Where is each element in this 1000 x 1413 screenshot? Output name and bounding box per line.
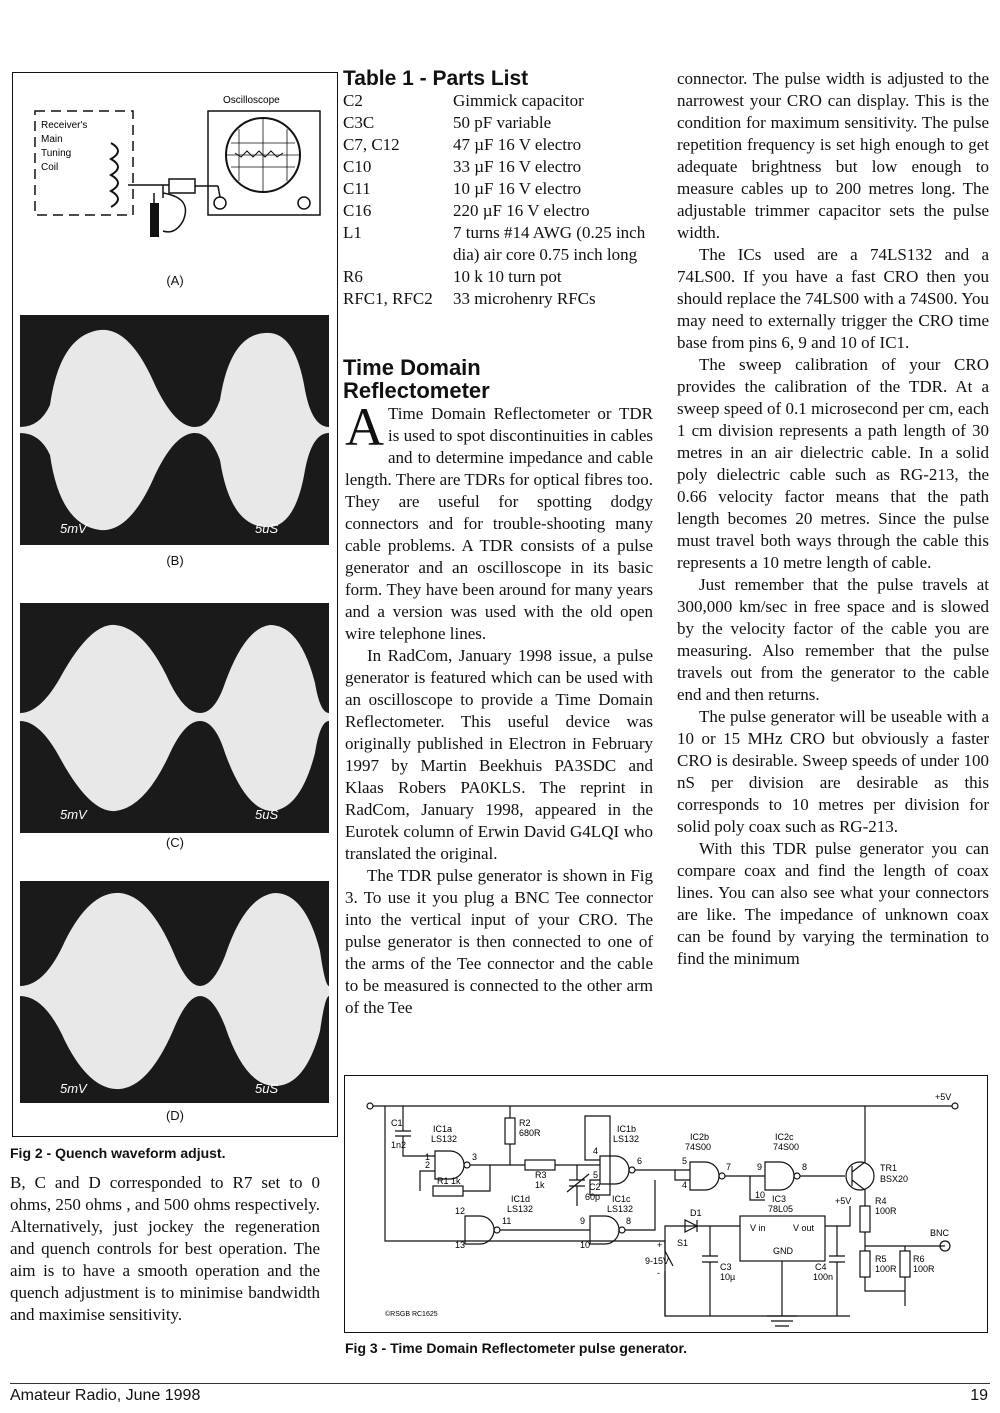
coil-label-line-3: Tuning bbox=[41, 148, 72, 159]
copyright-mark: ©RSGB RC1625 bbox=[385, 1311, 438, 1318]
svg-text:IC1b: IC1b bbox=[617, 1124, 637, 1134]
footer-rule bbox=[10, 1383, 990, 1384]
svg-text:GND: GND bbox=[773, 1246, 793, 1256]
reading-b-right: 5uS bbox=[255, 521, 279, 536]
waveform-d bbox=[20, 893, 329, 1089]
svg-text:R4: R4 bbox=[875, 1196, 887, 1206]
svg-text:100R: 100R bbox=[913, 1264, 935, 1274]
waveform-c bbox=[20, 625, 329, 811]
svg-text:5: 5 bbox=[682, 1156, 688, 1166]
svg-text:IC1d: IC1d bbox=[511, 1194, 531, 1204]
panel-a-label: (A) bbox=[166, 273, 184, 288]
svg-text:C1: C1 bbox=[391, 1118, 403, 1128]
parts-list-title: Table 1 - Parts List bbox=[343, 67, 529, 90]
coil-label-line-4: Coil bbox=[41, 162, 59, 173]
svg-text:BSX20: BSX20 bbox=[880, 1174, 909, 1184]
parts-row: C3C 50 pF variable bbox=[343, 113, 552, 132]
reading-d-left: 5mV bbox=[60, 1081, 87, 1096]
svg-text:5: 5 bbox=[593, 1170, 599, 1180]
parts-row: C7, C12 47 µF 16 V electro bbox=[343, 135, 582, 154]
svg-text:BNC: BNC bbox=[930, 1228, 950, 1238]
svg-text:7: 7 bbox=[726, 1162, 732, 1172]
svg-text:C2: C2 bbox=[589, 1182, 601, 1192]
svg-text:IC3: IC3 bbox=[772, 1194, 787, 1204]
parts-row: R6 10 k 10 turn pot bbox=[343, 267, 562, 286]
panel-d-label: (D) bbox=[165, 1108, 185, 1123]
parts-row: C10 33 µF 16 V electro bbox=[343, 157, 582, 176]
figure-3-frame bbox=[344, 1075, 988, 1333]
svg-text:6: 6 bbox=[637, 1156, 643, 1166]
svg-text:R1 1k: R1 1k bbox=[437, 1176, 461, 1186]
reading-d-right: 5uS bbox=[255, 1081, 279, 1096]
circuit-schematic bbox=[345, 1076, 986, 1331]
parts-row: C11 10 µF 16 V electro bbox=[343, 179, 582, 198]
svg-text:D1: D1 bbox=[690, 1208, 702, 1218]
svg-text:8: 8 bbox=[626, 1216, 632, 1226]
article-paragraph-5: The ICs used are a 74LS132 and a 74LS00. If you have a fast CRO then you should replace the 74LS00 with a 74S00. You may need to externally trigger the CRO time base from pins 6, 9 and 10 of IC1. bbox=[677, 245, 989, 352]
article-paragraph-2: In RadCom, January 1998 issue, a pulse generator is featured which can be used with an oscilloscope to provide a Time Domain Reflectometer. This useful device was originally published in Electron in February 1997 by Martin Beekhuis PA3SDC and Klaas Robers PA0KLS. The reprint in RadCom, January 1998, appeared in the Eurotek column of Erwin David G4LQI who translated the original. bbox=[345, 646, 653, 863]
panel-b-label: (B) bbox=[166, 553, 184, 568]
svg-text:3: 3 bbox=[472, 1152, 478, 1162]
scope-photo-d bbox=[20, 881, 329, 1103]
probe-icon bbox=[150, 203, 159, 237]
svg-text:C4: C4 bbox=[815, 1262, 827, 1272]
svg-text:IC1c: IC1c bbox=[612, 1194, 631, 1204]
svg-text:60p: 60p bbox=[585, 1192, 601, 1202]
parts-row: C16 220 µF 16 V electro bbox=[343, 201, 590, 220]
article-paragraph-1: A Time Domain Reflectometer or TDR is used to spot discontinuities in cables and to determine impedance and cable length. There are TDRs for optical fibres too. They are useful for spotting dodgy connectors and for trouble-shooting many cable problems. A TDR consists of a pulse generator and an oscilloscope in its basic form. They have been around for many years and a version was used with the old open wire telephone lines. bbox=[345, 397, 653, 643]
svg-text:78L05: 78L05 bbox=[768, 1204, 794, 1214]
article-heading: Time Domain Reflectometer bbox=[343, 355, 490, 403]
footer-publication: Amateur Radio, June 1998 bbox=[10, 1387, 201, 1404]
svg-text:TR1: TR1 bbox=[880, 1163, 898, 1173]
article-body-col3 bbox=[677, 68, 989, 970]
svg-text:R2: R2 bbox=[519, 1118, 531, 1128]
svg-text:R5: R5 bbox=[875, 1254, 887, 1264]
svg-text:1k: 1k bbox=[535, 1180, 545, 1190]
svg-text:+: + bbox=[657, 1240, 663, 1250]
coil-label-line-2: Main bbox=[41, 134, 63, 145]
reading-b-left: 5mV bbox=[60, 521, 87, 536]
drop-cap: A bbox=[345, 397, 384, 457]
parts-list-table bbox=[343, 68, 655, 310]
svg-text:4: 4 bbox=[593, 1146, 599, 1156]
fig3-caption: Fig 3 - Time Domain Reflectometer pulse generator. bbox=[345, 1340, 688, 1356]
svg-text:11: 11 bbox=[502, 1216, 512, 1226]
svg-text:V out: V out bbox=[793, 1223, 815, 1233]
oscilloscope-label: Oscilloscope bbox=[223, 95, 280, 106]
footer-page-number: 19 bbox=[970, 1387, 988, 1404]
svg-text:4: 4 bbox=[682, 1180, 688, 1190]
svg-text:9: 9 bbox=[580, 1216, 586, 1226]
svg-text:9-15V: 9-15V bbox=[645, 1256, 670, 1266]
scope-photo-c bbox=[20, 603, 329, 833]
fig2-caption: Fig 2 - Quench waveform adjust. bbox=[10, 1145, 226, 1161]
svg-text:IC2c: IC2c bbox=[775, 1132, 794, 1142]
figure-2-frame bbox=[12, 72, 338, 1137]
svg-text:LS132: LS132 bbox=[607, 1204, 634, 1214]
fig2-body-text: B, C and D corresponded to R7 set to 0 ohms, 250 ohms , and 500 ohms respectively. Alternatively, just jockey the regeneration and quench controls for best operation. The aim is to have a smooth operation and the quench adjustment is to minimise bandwidth and maximise sensitivity. bbox=[10, 1173, 320, 1324]
scope-photo-b bbox=[20, 315, 329, 545]
article-heading-wrap bbox=[343, 356, 513, 402]
article-paragraph-9: With this TDR pulse generator you can compare coax and find the length of coax lines. You can also see what your connectors are like. The impedance of unknown coax can be found by varying the termination to find the minimum bbox=[677, 839, 989, 968]
svg-text:10µ: 10µ bbox=[720, 1272, 736, 1282]
svg-text:LS132: LS132 bbox=[613, 1134, 640, 1144]
article-paragraph-3: The TDR pulse generator is shown in Fig 3. To use it you plug a BNC Tee connector into the vertical input of your CRO. The pulse generator is then connected to one of the arms of the Tee connector and the cable to be measured is connected to the other arm of the Tee bbox=[345, 866, 653, 1017]
reading-c-right: 5uS bbox=[255, 807, 279, 822]
svg-text:LS132: LS132 bbox=[507, 1204, 534, 1214]
svg-text:1: 1 bbox=[425, 1152, 431, 1162]
waveform-b bbox=[20, 330, 329, 530]
svg-text:-: - bbox=[657, 1268, 660, 1278]
svg-text:74S00: 74S00 bbox=[685, 1142, 712, 1152]
article-paragraph-7: Just remember that the pulse travels at 300,000 km/sec in free space and is slowed by the velocity factor of the cable you are measuring. Also remember that the pulse travels out from the generator to the cable end and then returns. bbox=[677, 575, 989, 704]
svg-text:R6: R6 bbox=[913, 1254, 925, 1264]
svg-text:R3: R3 bbox=[535, 1170, 547, 1180]
svg-text:100R: 100R bbox=[875, 1264, 897, 1274]
svg-text:+5V: +5V bbox=[835, 1196, 852, 1206]
svg-text:2: 2 bbox=[425, 1160, 431, 1170]
svg-text:IC2b: IC2b bbox=[690, 1132, 710, 1142]
svg-text:C3: C3 bbox=[720, 1262, 732, 1272]
svg-text:9: 9 bbox=[757, 1162, 763, 1172]
label-supply: +5V bbox=[935, 1092, 952, 1102]
svg-text:1n2: 1n2 bbox=[391, 1140, 407, 1150]
article-body-col2 bbox=[345, 397, 653, 1019]
reading-c-left: 5mV bbox=[60, 807, 87, 822]
svg-text:V in: V in bbox=[750, 1223, 766, 1233]
svg-text:100R: 100R bbox=[875, 1206, 897, 1216]
coil-label-line-1: Receiver's bbox=[41, 120, 88, 131]
panel-c-label: (C) bbox=[165, 835, 185, 850]
svg-text:S1: S1 bbox=[677, 1238, 689, 1248]
svg-text:10: 10 bbox=[755, 1190, 766, 1200]
svg-text:8: 8 bbox=[802, 1162, 808, 1172]
svg-text:680R: 680R bbox=[519, 1128, 541, 1138]
coil-icon bbox=[111, 143, 118, 207]
svg-text:12: 12 bbox=[455, 1206, 466, 1216]
parts-row: C2 Gimmick capacitor bbox=[343, 91, 584, 110]
article-paragraph-6: The sweep calibration of your CRO provides the calibration of the TDR. At a sweep speed of 0.1 microsecond per cm, each 1 cm division represents a path length of 30 metres in an air dielectric cable. In a solid poly dielectric cable such as RG-213, the 0.66 velocity factor means that the path length becomes 20 metres. Since the pulse must travel both ways through the cable this represents a 10 metre length of cable. bbox=[677, 355, 989, 572]
parts-row: L1 7 turns #14 AWG (0.25 inch dia) air core 0.75 inch long bbox=[343, 223, 646, 264]
panel-a-diagram bbox=[13, 73, 336, 303]
svg-text:LS132: LS132 bbox=[431, 1134, 458, 1144]
svg-text:10: 10 bbox=[580, 1240, 591, 1250]
svg-text:13: 13 bbox=[455, 1240, 466, 1250]
article-paragraph-4: connector. The pulse width is adjusted to the narrowest your CRO can display. This is the condition for maximum sensitivity. The pulse repetition frequency is set high enough to get adequate brightness but low enough to measure cables up to 200 metres long. The adjustable trimmer capacitor sets the pulse width. bbox=[677, 69, 989, 242]
svg-text:74S00: 74S00 bbox=[773, 1142, 800, 1152]
parts-row: RFC1, RFC2 33 microhenry RFCs bbox=[343, 289, 596, 308]
svg-text:100n: 100n bbox=[813, 1272, 834, 1282]
svg-text:IC1a: IC1a bbox=[433, 1124, 453, 1134]
article-paragraph-8: The pulse generator will be useable with a 10 or 15 MHz CRO but obviously a faster CRO is desirable. Sweep speeds of under 100 nS per division are desirable as this corresponds to 10 metres per division for solid poly coax such as RG-213. bbox=[677, 707, 989, 836]
